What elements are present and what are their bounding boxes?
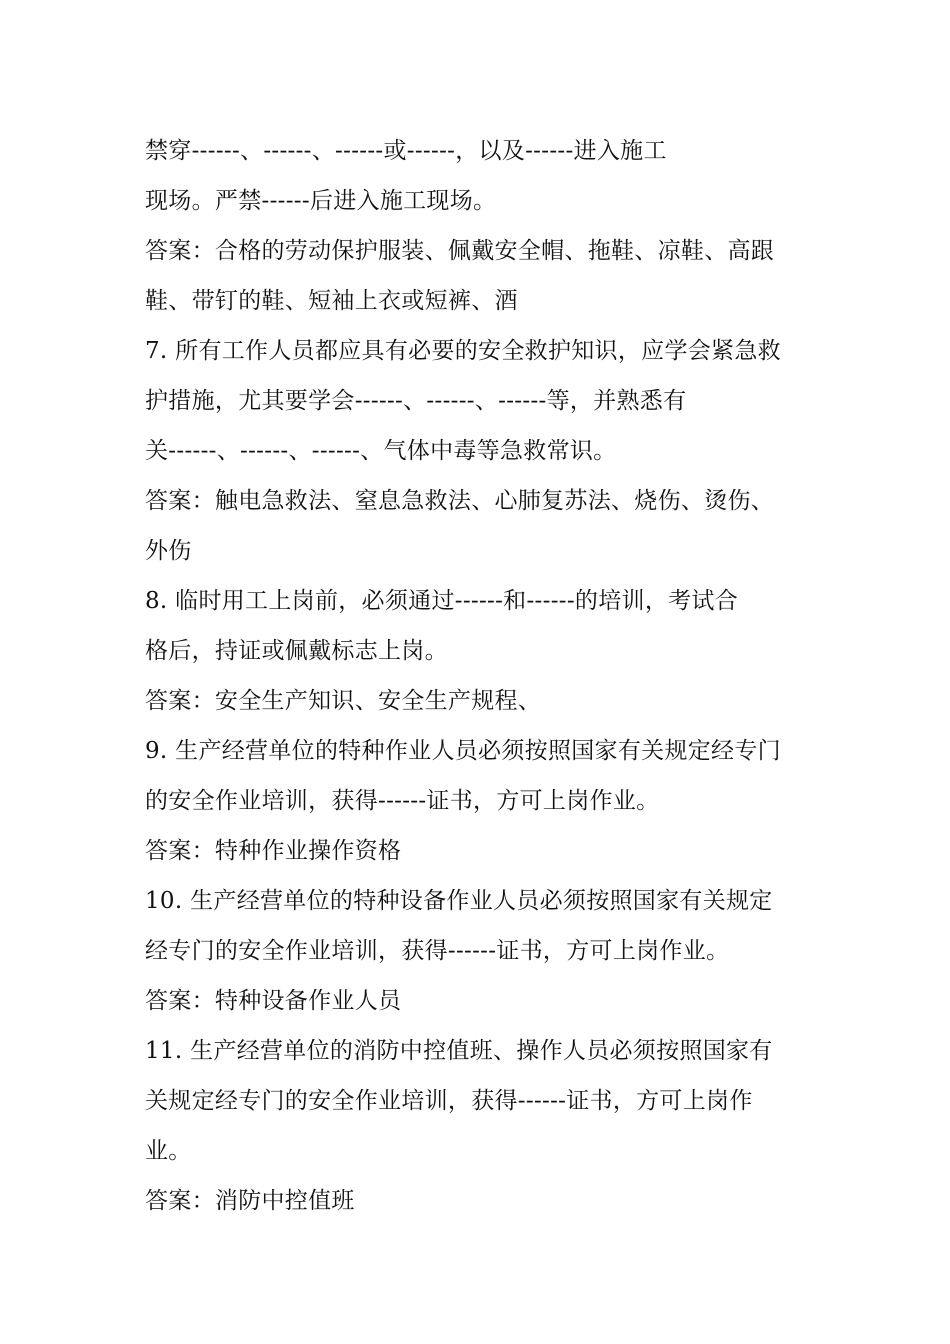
text-line: 现场。严禁------后进入施工现场。 bbox=[145, 188, 497, 214]
question-line: 8. 临时用工上岗前，必须通过------和------的培训，考试合 bbox=[145, 588, 739, 614]
answer-line: 答案：安全生产知识、安全生产规程、 bbox=[145, 688, 542, 714]
question-line: 7. 所有工作人员都应具有必要的安全救护知识，应学会紧急救 bbox=[145, 338, 781, 364]
answer-line: 答案：特种设备作业人员 bbox=[145, 988, 402, 1014]
question-line: 11. 生产经营单位的消防中控值班、操作人员必须按照国家有 bbox=[145, 1038, 773, 1064]
answer-line: 答案：合格的劳动保护服装、佩戴安全帽、拖鞋、凉鞋、高跟 bbox=[145, 238, 775, 264]
answer-line: 答案：触电急救法、窒息急救法、心肺复苏法、烧伤、烫伤、 bbox=[145, 488, 775, 514]
text-line: 格后，持证或佩戴标志上岗。 bbox=[145, 638, 448, 664]
text-line: 护措施，尤其要学会------、------、------等，并熟悉有 bbox=[145, 388, 687, 414]
text-line: 禁穿------、------、------或------，以及------进入施工 bbox=[145, 138, 667, 164]
question-line: 10. 生产经营单位的特种设备作业人员必须按照国家有关规定 bbox=[145, 888, 773, 914]
text-line: 关------、------、------、气体中毒等急救常识。 bbox=[145, 438, 617, 464]
answer-line: 答案：消防中控值班 bbox=[145, 1188, 355, 1214]
answer-line: 答案：特种作业操作资格 bbox=[145, 838, 402, 864]
text-line: 业。 bbox=[145, 1138, 192, 1164]
text-line: 的安全作业培训，获得------证书，方可上岗作业。 bbox=[145, 788, 660, 814]
answer-line: 外伤 bbox=[145, 538, 192, 564]
text-line: 关规定经专门的安全作业培训，获得------证书，方可上岗作 bbox=[145, 1088, 753, 1114]
answer-line: 鞋、带钉的鞋、短袖上衣或短裤、酒 bbox=[145, 288, 518, 314]
question-line: 9. 生产经营单位的特种作业人员必须按照国家有关规定经专门 bbox=[145, 738, 781, 764]
text-line: 经专门的安全作业培训，获得------证书，方可上岗作业。 bbox=[145, 938, 730, 964]
